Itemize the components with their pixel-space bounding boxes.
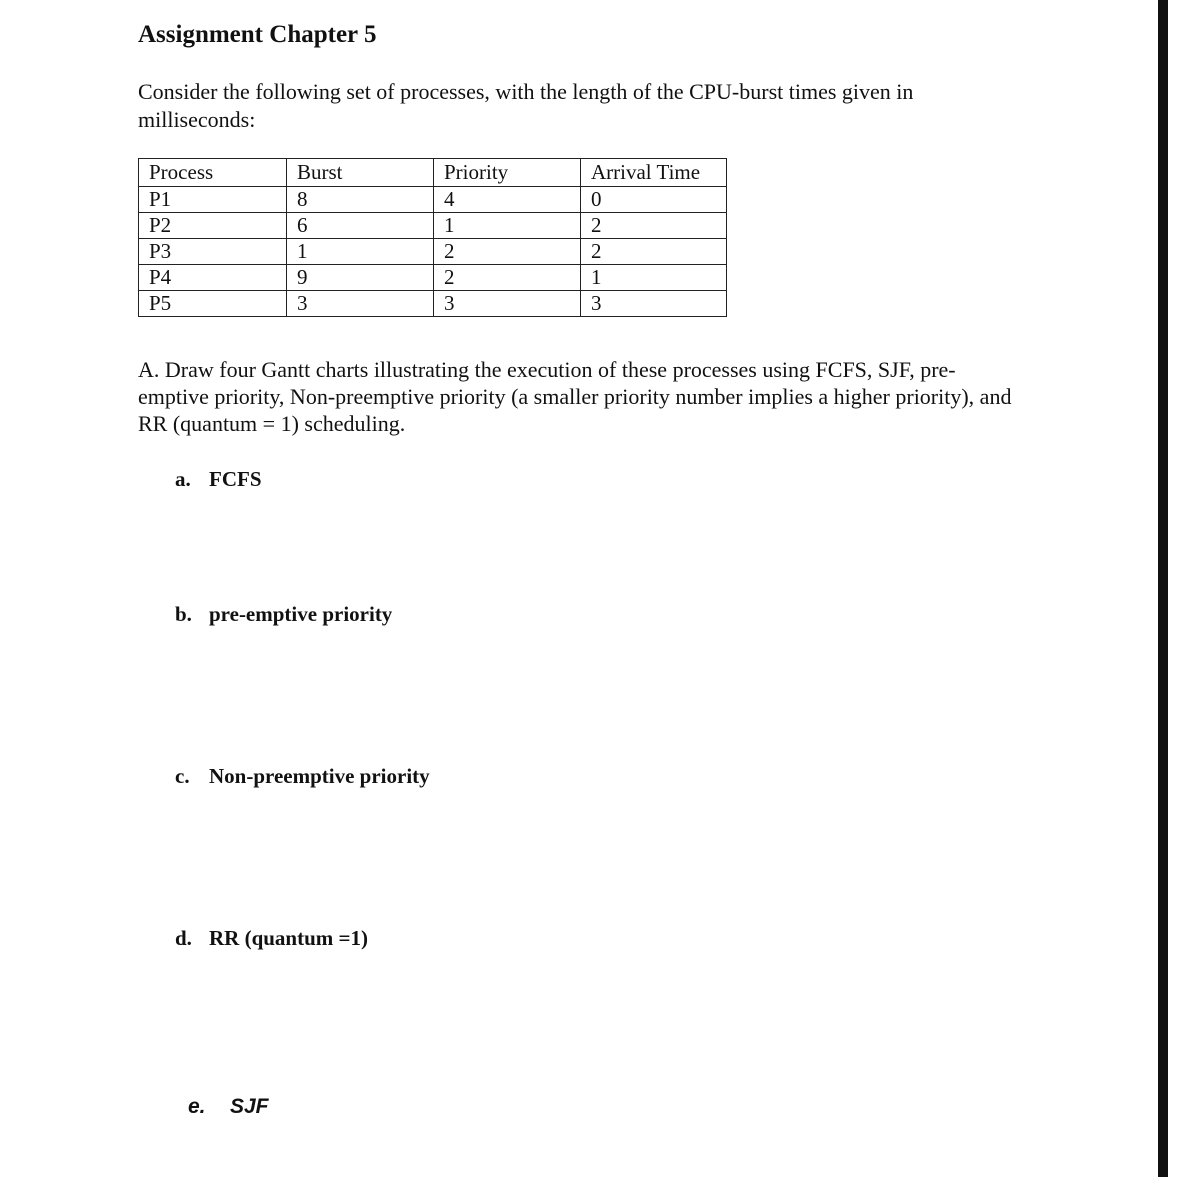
part-d-heading: [175, 924, 368, 952]
cell-arrival-time: 1: [581, 265, 727, 291]
header-process: Process: [139, 159, 287, 187]
cell-burst: 8: [287, 187, 434, 213]
part-label: SJF: [230, 1095, 269, 1118]
part-label: RR (quantum =1): [209, 926, 368, 950]
question-paragraph: A. Draw four Gantt charts illustrating the execution of these processes using FCFS, SJF, pre-emptive priority, Non-preemptive priority (a smaller priority number implies a higher priority), and RR (quantum = 1) scheduling.: [138, 357, 1012, 436]
process-table: [138, 158, 727, 317]
cell-priority: 3: [434, 291, 581, 317]
part-e-heading: [188, 1093, 269, 1121]
table-row: [139, 239, 727, 265]
cell-burst: 6: [287, 213, 434, 239]
cell-arrival-time: 2: [581, 213, 727, 239]
part-b-heading: [175, 600, 392, 628]
page-title: Assignment Chapter 5: [138, 21, 377, 48]
cell-priority: 4: [434, 187, 581, 213]
part-marker: c.: [175, 764, 190, 788]
cell-process: P1: [139, 187, 287, 213]
cell-arrival-time: 0: [581, 187, 727, 213]
table-row: [139, 187, 727, 213]
cell-burst: 1: [287, 239, 434, 265]
table-header-row: [139, 159, 727, 187]
cell-process: P5: [139, 291, 287, 317]
intro-paragraph: Consider the following set of processes, with the length of the CPU-burst times given in milliseconds:: [138, 79, 914, 132]
part-a-heading: [175, 465, 262, 493]
cell-process: P2: [139, 213, 287, 239]
part-marker: a.: [175, 467, 191, 491]
part-label: FCFS: [209, 467, 262, 491]
cell-priority: 2: [434, 239, 581, 265]
table-row: [139, 213, 727, 239]
page-edge-bar: [1158, 0, 1168, 1177]
cell-priority: 1: [434, 213, 581, 239]
cell-process: P3: [139, 239, 287, 265]
header-arrival-time: Arrival Time: [581, 159, 727, 187]
cell-priority: 2: [434, 265, 581, 291]
part-label: pre-emptive priority: [209, 602, 393, 626]
table-row: [139, 265, 727, 291]
cell-arrival-time: 3: [581, 291, 727, 317]
part-marker: d.: [175, 926, 192, 950]
cell-arrival-time: 2: [581, 239, 727, 265]
part-label: Non-preemptive priority: [209, 764, 430, 788]
part-marker: b.: [175, 602, 192, 626]
cell-process: P4: [139, 265, 287, 291]
part-c-heading: [175, 762, 430, 790]
cell-burst: 3: [287, 291, 434, 317]
table-row: [139, 291, 727, 317]
cell-burst: 9: [287, 265, 434, 291]
header-priority: Priority: [434, 159, 581, 187]
header-burst: Burst: [287, 159, 434, 187]
part-marker: e.: [188, 1095, 206, 1118]
